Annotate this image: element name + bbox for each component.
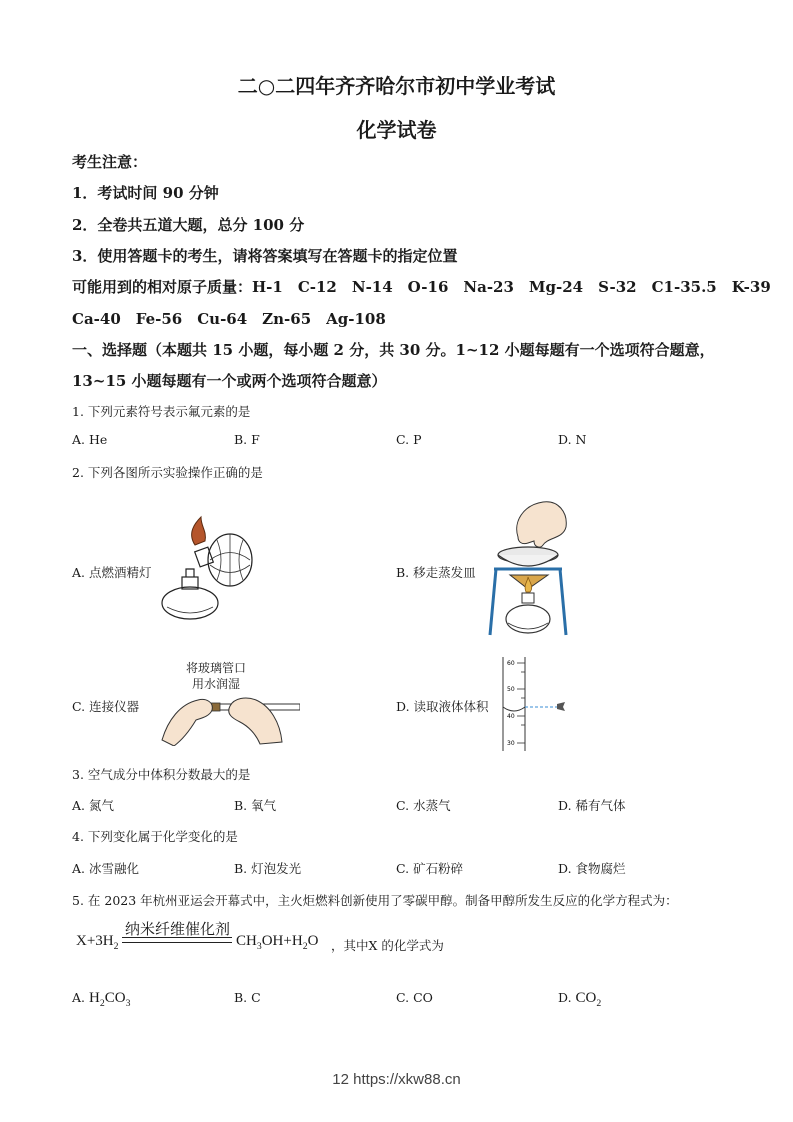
question-stem: 4. 下列变化属于化学变化的是 <box>72 829 238 844</box>
page-subtitle: 化学试卷 <box>356 118 437 142</box>
option-d: D. 稀有气体 <box>558 798 626 813</box>
option-c: C. 连接仪器 <box>72 699 140 714</box>
option-d: D. 食物腐烂 <box>558 861 626 876</box>
alcohol-lamp-lighting-figure <box>155 515 265 625</box>
equation-arrow <box>122 937 232 943</box>
option-b: B. 移走蒸发皿 <box>396 565 476 580</box>
option-d: D. $CO_2$ <box>558 990 602 1009</box>
figure-caption: 将玻璃管口 <box>186 661 247 675</box>
option-c: C. 矿石粉碎 <box>396 861 464 876</box>
tick-label: 40 <box>507 713 515 720</box>
option-c: C. CO <box>396 990 433 1005</box>
figure-caption: 用水润湿 <box>192 677 241 691</box>
question-stem: 1. 下列元素符号表示氟元素的是 <box>72 404 251 419</box>
evaporating-dish-figure <box>488 497 573 639</box>
notice-item: 1．考试时间 90 分钟 <box>72 184 219 202</box>
section-heading: 一、选择题（本题共 15 小题，每小题 2 分，共 30 分。1~12 小题每题有一个选项符合题意， <box>72 341 715 359</box>
option-b: B. C <box>234 990 261 1005</box>
option-d: D. 读取液体体积 <box>396 699 489 714</box>
option-a: A. 氮气 <box>72 798 114 813</box>
tick-label: 50 <box>507 686 515 693</box>
graduated-cylinder-figure <box>495 655 570 753</box>
option-a: A. 点燃酒精灯 <box>72 565 152 580</box>
equation-left: $X+3H_2$ <box>76 933 119 952</box>
option-b: B. 氧气 <box>234 798 277 813</box>
page-title: 二○二四年齐齐哈尔市初中学业考试 <box>237 74 556 98</box>
connecting-apparatus-figure <box>160 690 300 746</box>
atomic-mass-line: 可能用到的相对原子质量：H-1 C-12 N-14 O-16 Na-23 Mg-24 S-32 C1-35.5 K-39 <box>72 278 771 296</box>
option-a: A. $H_2CO_3$ <box>72 990 131 1009</box>
option-b: B. F <box>234 432 260 447</box>
notice-item: 3．使用答题卡的考生，请将答案填写在答题卡的指定位置 <box>72 247 458 265</box>
atomic-mass-line: Ca-40 Fe-56 Cu-64 Zn-65 Ag-108 <box>72 310 386 328</box>
catalyst-label: 纳米纤维催化剂 <box>125 922 231 938</box>
section-heading: 13~15 小题每题有一个或两个选项符合题意） <box>72 372 387 390</box>
question-stem: 5. 在 2023 年杭州亚运会开幕式中，主火炬燃料创新使用了零碳甲醇。制备甲醇所发生反应的化学方程式为： <box>72 893 678 908</box>
option-c: C. 水蒸气 <box>396 798 451 813</box>
option-a: A. 冰雪融化 <box>72 861 139 876</box>
option-c: C. P <box>396 432 422 447</box>
option-d: D. N <box>558 432 587 447</box>
tick-label: 60 <box>507 660 515 667</box>
option-a: A. He <box>72 432 108 447</box>
option-b: B. 灯泡发光 <box>234 861 302 876</box>
question-stem: 3. 空气成分中体积分数最大的是 <box>72 767 251 782</box>
page-footer: 12 https://xkw88.cn <box>332 1071 461 1088</box>
notice-item: 2．全卷共五道大题，总分 100 分 <box>72 216 305 234</box>
equation-right: $CH_3OH+H_2O$ <box>236 933 319 952</box>
question-stem: 2. 下列各图所示实验操作正确的是 <box>72 465 263 480</box>
equation-tail: ，其中X 的化学式为 <box>331 938 444 953</box>
notice-heading: 考生注意： <box>72 153 148 171</box>
tick-label: 30 <box>507 740 515 747</box>
